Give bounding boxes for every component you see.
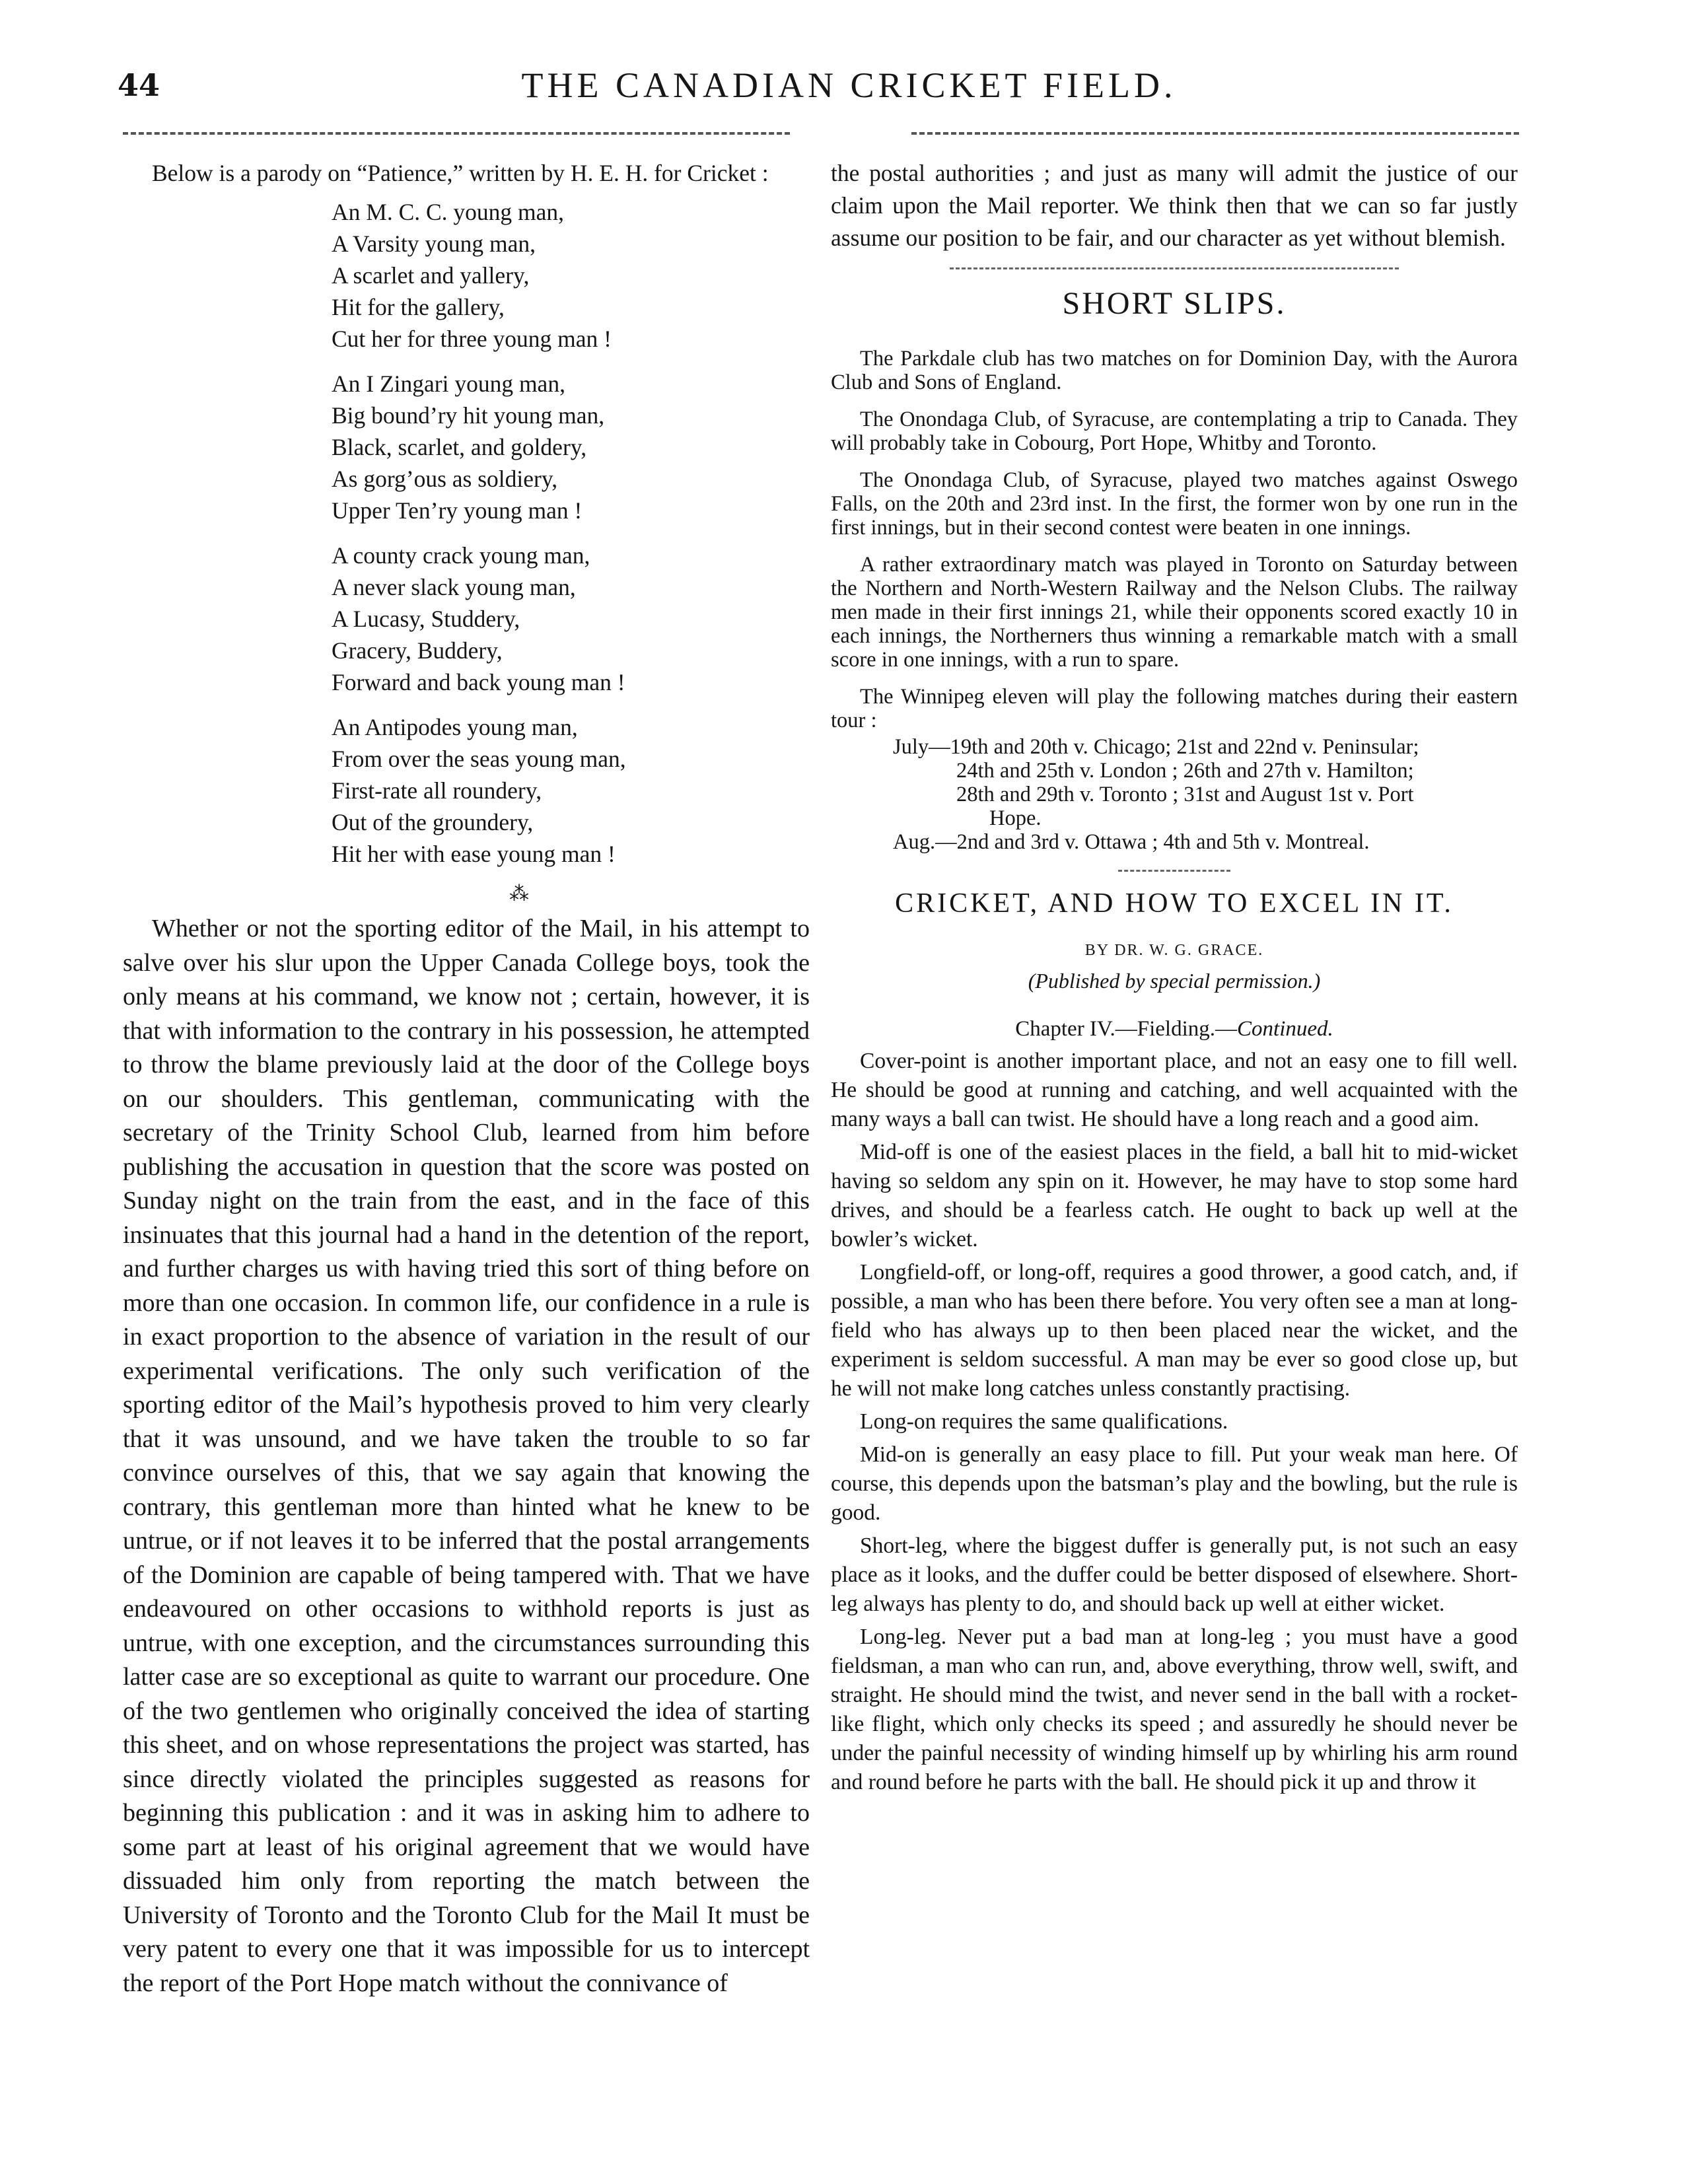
fixture-list [893, 735, 1518, 854]
grace-paragraph: Cover-point is another important place, and not an easy one to fill well. He should be good at running and catching, and well acquainted with the many ways a ball can twist. He should have a long reach and a good aim. [831, 1049, 1518, 1131]
poem-line: A Varsity young man, [332, 230, 536, 257]
asterism-divider: ⁂ [509, 883, 529, 905]
poem-line: An Antipodes young man, [332, 714, 578, 740]
poem-line: As gorg’ous as soldiery, [332, 466, 558, 492]
grace-paragraph: Long-leg. Never put a bad man at long-leg ; you must have a good fieldsman, a man who can run, and, above everything, throw well, swift, and straight. He should mind the twist, and never send in the ball with a rocket-like flight, which only checks its speed ; and assuredly he should never be under the painful necessity of winding himself up by whirling his arm round and round before he parts with the ball. He should pick it up and throw it [831, 1625, 1518, 1794]
grace-paragraph: Mid-off is one of the easiest places in the field, a ball hit to mid-wicket having so seldom any spin on it. However, he may have to stop some hard drives, and should be a fearless catch. He ought to back up well at the bowler’s wicket. [831, 1140, 1518, 1251]
article-byline: BY DR. W. G. GRACE. [1084, 942, 1264, 959]
poem-line: Big bound’ry hit young man, [332, 402, 605, 429]
grace-paragraph: Long-on requires the same qualifications. [860, 1409, 1228, 1434]
poem-stanza [332, 368, 810, 526]
running-title: THE CANADIAN CRICKET FIELD. [521, 65, 1177, 105]
header-rule-right [911, 132, 1519, 135]
poem-line: Upper Ten’ry young man ! [332, 497, 583, 524]
poem-stanza [332, 711, 810, 870]
fixture-line: Aug.—2nd and 3rd v. Ottawa ; 4th and 5th v. Montreal. [893, 830, 1370, 854]
poem-intro: Below is a parody on “Patience,” written by H. E. H. for Cricket : [152, 160, 769, 186]
editorial-paragraph: Whether or not the sporting editor of the Mail, in his attempt to salve over his slur upon the Upper Canada College boys, took the only means at his command, we know not ; certain, however, it is that with information to the contrary in his possession, he attempted to throw the blame previously laid at the door of the College boys on our shoulders. This gentleman, communicating with the secretary of the Trinity School Club, learned from him before publishing the accusation in question that the score was posted on Sunday night on the train from the east, and in the face of this insinuates that this journal had a hand in the detention of the report, and further charges us with having tried this sort of thing before on more than one occasion. In common life, our confidence in a rule is in exact proportion to the absence of variation in the result of our experimental verifications. The only such verification of the sporting editor of the Mail’s hypothesis proved to him very clearly that it was unsound, and we have taken the trouble to so far convince ourselves of this, that we say again that knowing the contrary, this gentleman more than hinted what he knew to be untrue, or if not leaves it to be inferred that the postal arrangements of the Dominion are capable of being tampered with. That we have endeavoured on other occasions to withhold reports is just as untrue, with one exception, and the circumstances surrounding this latter case are so exceptional as quite to warrant our procedure. One of the two gentlemen who originally conceived the idea of starting this sheet, and on whose representations the project was started, has since directly violated the principles suggested as reasons for beginning this publication : and it was in asking him to adhere to some part at least of his original agreement that we would have dissuaded him only from reporting the match between the University of Toronto and the Toronto Club for the Mail It must be very patent to every one that it was impossible for us to intercept the report of the Port Hope match without the connivance of [123, 915, 810, 1997]
left-column [123, 157, 810, 2000]
article-title: CRICKET, AND HOW TO EXCEL IN IT. [895, 888, 1454, 919]
poem-stanza [332, 196, 810, 355]
fixture-line: 24th and 25th v. London ; 26th and 27th v. Hamilton; [956, 759, 1414, 783]
permission-note: (Published by special permission.) [1028, 969, 1321, 993]
poem-line: Hit for the gallery, [332, 294, 505, 320]
short-slip-item: The Onondaga Club, of Syracuse, are contemplating a trip to Canada. They will probably take in Cobourg, Port Hope, Whitby and Toronto. [831, 407, 1518, 455]
poem [332, 196, 810, 870]
winnipeg-intro: The Winnipeg eleven will play the following matches during their eastern tour : [831, 685, 1518, 732]
poem-line: Gracery, Buddery, [332, 637, 503, 664]
chapter-heading [831, 1017, 1518, 1041]
poem-line: Hit her with ease young man ! [332, 841, 616, 867]
poem-line: A never slack young man, [332, 574, 576, 600]
short-slip-item: A rather extraordinary match was played in Toronto on Saturday between the Northern and North-Western Railway and the Nelson Clubs. The railway men made in their first innings 21, while their opponents scored exactly 10 in each innings, the Northerners thus winning a remarkable match with a small score in one innings, with a run to spare. [831, 553, 1518, 672]
header-rule-left [123, 132, 790, 135]
poem-line: Out of the groundery, [332, 809, 534, 835]
short-slip-item: The Onondaga Club, of Syracuse, played two matches against Oswego Falls, on the 20th and 23rd inst. In the first, the former won by one run in the first innings, but in their second contest were beaten in one innings. [831, 468, 1518, 540]
poem-line: A scarlet and yallery, [332, 262, 530, 289]
poem-line: A Lucasy, Studdery, [332, 606, 520, 632]
poem-line: First-rate all roundery, [332, 777, 542, 804]
continued-paragraph: the postal authorities ; and just as many will admit the justice of our claim upon the Mail reporter. We think then that we can so far justly assume our position to be fair, and our character as yet without blemish. [831, 160, 1518, 251]
grace-paragraph: Short-leg, where the biggest duffer is generally put, is not such an easy place as it looks, and the duffer could be better disposed of elsewhere. Short-leg always has plenty to do, and should back up well at either wicket. [831, 1533, 1518, 1616]
page-number: 44 [118, 67, 160, 103]
poem-line: An I Zingari young man, [332, 370, 565, 397]
poem-line: Cut her for three young man ! [332, 326, 612, 352]
right-column [831, 157, 1518, 1801]
fixture-line: 28th and 29th v. Toronto ; 31st and August 1st v. Port [956, 783, 1414, 806]
chapter-title: Chapter IV.—Fielding.— [1015, 1017, 1238, 1041]
section-rule [1118, 870, 1230, 872]
short-slips-heading: SHORT SLIPS. [1062, 286, 1287, 321]
poem-line: Forward and back young man ! [332, 669, 625, 695]
fixture-line: July—19th and 20th v. Chicago; 21st and 22nd v. Peninsular; [893, 735, 1419, 759]
grace-paragraph: Mid-on is generally an easy place to fill. Put your weak man here. Of course, this depends upon the batsman’s play and the bowling, but the rule is good. [831, 1442, 1518, 1525]
section-rule [950, 267, 1399, 269]
chapter-continued: Continued. [1237, 1017, 1333, 1041]
grace-paragraph: Longfield-off, or long-off, requires a good thrower, a good catch, and, if possible, a man who has been there before. You very often see a man at long-field who has always up to then been placed near the wicket, and the experiment is seldom successful. A man may be ever so good close up, but he will not make long catches unless constantly practising. [831, 1260, 1518, 1401]
poem-line: A county crack young man, [332, 542, 590, 569]
short-slip-item: The Parkdale club has two matches on for Dominion Day, with the Aurora Club and Sons of England. [831, 347, 1518, 394]
poem-line: From over the seas young man, [332, 746, 626, 772]
poem-line: An M. C. C. young man, [332, 199, 565, 225]
poem-stanza [332, 540, 810, 698]
fixture-line: Hope. [989, 806, 1042, 830]
poem-line: Black, scarlet, and goldery, [332, 434, 587, 460]
